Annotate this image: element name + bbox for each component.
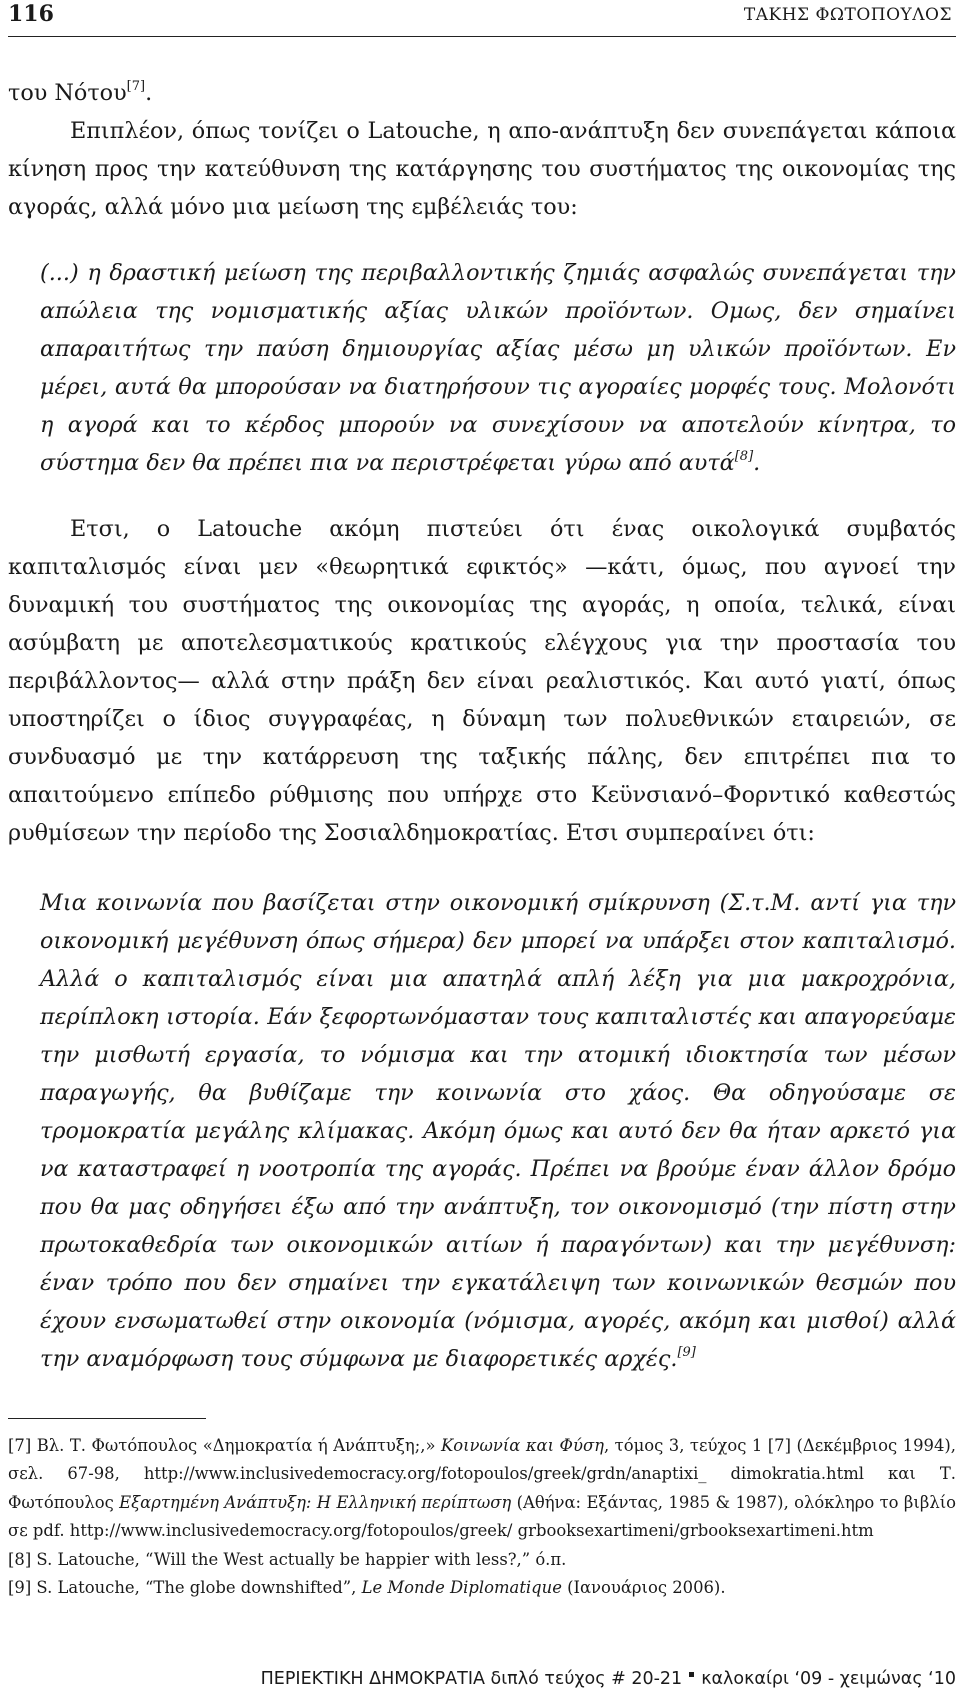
paragraph-1-end: . [145,80,153,106]
footnote-7-part: (Αθήνα: Εξάντας, 1985 & 1987), ολόκληρο το βιβλίο σε pdf. http://www.inclusivedemocracy.org/fotopoulos/greek/ grbooksexartimeni/grbooksexartimeni.htm [8,1492,956,1541]
footnotes [8,1432,956,1602]
footnote-9-part: (Ιανουάριος 2006). [561,1578,726,1598]
paragraph-2: Επιπλέον, όπως τονίζει ο Latouche, η απο-ανάπτυξη δεν συνεπάγεται κάποια κίνηση προς την κατεύθυνση της κατάργησης του συστήματος της οικονομίας της αγοράς, αλλά μόνο μια μείωση της εμβέλειάς του: [8,118,956,220]
footnote-ref-7: [7] [126,79,146,94]
footnote-9-journal-title: Le Monde Diplomatique [361,1578,562,1598]
block-quote-1-text: (...) η δραστική μείωση της περιβαλλοντικής ζημιάς ασφαλώς συνεπάγεται την απώλεια της νομισματικής αξίας υλικών προϊόντων. Ομως, δεν σημαίνει απαραιτήτως την παύση δημιουργίας αξίας μέσω μη υλικών προϊόντων. Εν μέρει, αυτά θα μπορούσαν να διατηρήσουν τις αγοραίες μορφές τους. Μολονότι η αγορά και το κέρδος μπορούν να συνεχίσουν να αποτελούν κίνητρα, το σύστημα δεν θα πρέπει πια να περιστρέφεται γύρω από αυτά [40,260,956,476]
paragraph-1 [8,74,956,112]
page-number: 116 [8,1,54,27]
footnote-8: [8] S. Latouche, “Will the West actually be happier with less?,” ό.π. [8,1549,567,1569]
block-quote-2 [40,884,956,1378]
footer-separator-dot [689,1672,694,1677]
footnote-7-part: [7] Βλ. Τ. Φωτόπουλος «Δημοκρατία ή Ανάπτυξη;,» [8,1436,441,1455]
running-head: ΤΑΚΗΣ ΦΩΤΟΠΟΥΛΟΣ [743,5,952,25]
paragraph-3: Ετσι, ο Latouche ακόμη πιστεύει ότι ένας οικολογικά συμβατός καπιταλισμός είναι μεν «θεωρητικά εφικτός» —κάτι, όμως, που αγνοεί την δυναμική του συστήματος της οικονομίας της αγοράς, η οποία, τελικά, είναι ασύμβατη με αποτελεσματικούς κρατικούς ελέγχους για την προστασία του περιβάλλοντος— αλλά στην πράξη δεν είναι ρεαλιστικός. Και αυτό γιατί, όπως υποστηρίζει ο ίδιος συγγραφέας, η δύναμη των πολυεθνικών εταιρειών, σε συνδυασμό με την κατάρρευση της ταξικής πάλης, δεν επιτρέπει πια το απαιτούμενο επίπεδο ρύθμισης που υπήρχε στο Κεϋνσιανό–Φορντικό καθεστώς ρυθμίσεων την περίοδο της Σοσιαλδημοκρατίας. Ετσι συμπεραίνει ότι: [8,516,956,846]
footer-journal: ΠΕΡΙΕΚΤΙΚΗ ΔΗΜΟΚΡΑΤΙΑ διπλό τεύχος # 20-21 [260,1669,683,1689]
page-header [8,0,956,37]
footnote-7-part: , τόμος 3, τεύχος 1 [7] (Δεκέμβριος 1994), σελ. 67-98, http://www.inclusivedemocracy.org/fotopoulos/greek/grdn/anaptixi_ dimokratia.html και Τ. Φωτόπουλος [8,1436,956,1512]
block-quote-1-end: . [753,450,761,476]
block-quote-2-text: Μια κοινωνία που βασίζεται στην οικονομική σμίκρυνση (Σ.τ.Μ. αντί για την οικονομική μεγέθυνση όπως σήμερα) δεν μπορεί να υπάρξει στον καπιταλισμό. Αλλά ο καπιταλισμός είναι μια απατηλά απλή λέξη για μια μακροχρόνια, περίπλοκη ιστορία. Εάν ξεφορτωνόμασταν τους καπιταλιστές και απαγορεύαμε την μισθωτή εργασία, το νόμισμα και την ατομική ιδιοκτησία των μέσων παραγωγής, θα βυθίζαμε την κοινωνία στο χάος. Θα οδηγούσαμε σε τρομοκρατία μεγάλης κλίμακας. Ακόμη όμως και αυτό δεν θα ήταν αρκετό για να καταστραφεί η νοοτροπία της αγοράς. Πρέπει να βρούμε έναν άλλον δρόμο που θα μας οδηγήσει έξω από την ανάπτυξη, τον οικονομισμό (την πίστη στην πρωτοκαθεδρία των οικονομικών αιτίων ή παραγόντων) και την μεγέθυνση: έναν τρόπο που δεν σημαίνει την εγκατάλειψη των κοινωνικών θεσμών που έχουν ενσωματωθεί στην οικονομία (νόμισμα, αγορές, ακόμη και μισθοί) αλλά την αναμόρφωση τους σύμφωνα με διαφορετικές αρχές. [40,890,956,1372]
footer-season: καλοκαίρι ‘09 - χειμώνας ‘10 [701,1669,956,1689]
footnote-ref-8: [8] [734,449,754,464]
footnote-ref-9: [9] [677,1345,696,1360]
main-text [8,74,956,1378]
footnote-divider [8,1418,206,1419]
paragraph-1-text: του Νότου [8,80,127,106]
page-footer [261,1666,956,1692]
footnote-9-part: [9] S. Latouche, “The globe downshifted”, [8,1578,362,1598]
block-quote-1 [40,254,956,482]
footnote-7-book-title: Εξαρτημένη Ανάπτυξη: Η Ελληνική περίπτωση [119,1492,512,1512]
footnote-9 [8,1574,956,1602]
footnote-7 [8,1432,956,1546]
footnote-7-journal-title: Κοινωνία και Φύση [441,1436,604,1455]
